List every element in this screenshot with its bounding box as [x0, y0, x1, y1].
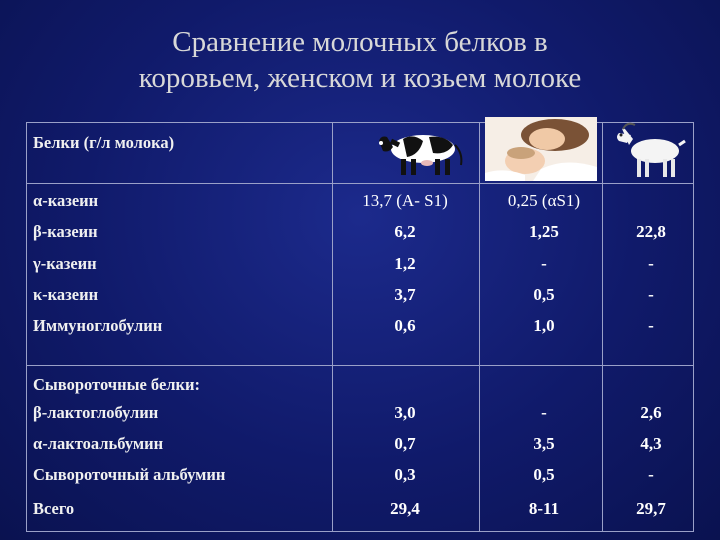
cow-beta-casein: 6,2: [394, 222, 416, 241]
goat-alpha-lactalbumin: 4,3: [640, 434, 662, 453]
row-label-kappa-casein: κ-казеин: [33, 285, 99, 304]
cow-total: 29,4: [390, 499, 420, 518]
cow-beta-lactoglobulin: 3,0: [394, 403, 416, 422]
goat-total: 29,7: [636, 499, 666, 518]
row-label-alpha-casein: α-казеин: [33, 191, 99, 210]
human-alpha-casein: 0,25 (αS1): [507, 191, 581, 210]
protein-table: [26, 122, 694, 532]
goat-immunoglobulin: -: [648, 316, 654, 335]
header-label: Белки (г/л молока): [33, 133, 175, 152]
mother-baby-photo: [485, 117, 597, 181]
human-total: 8-11: [528, 499, 560, 518]
column-divider: [332, 123, 333, 531]
row-label-serum-albumin: Сывороточный альбумин: [33, 465, 226, 484]
human-gamma-casein: -: [541, 254, 547, 273]
cow-icon: [367, 125, 475, 179]
header-divider: [27, 183, 693, 184]
row-label-gamma-casein: γ-казеин: [33, 254, 97, 273]
goat-serum-albumin: -: [648, 465, 654, 484]
column-divider: [602, 123, 603, 531]
goat-icon: [609, 121, 691, 181]
human-kappa-casein: 0,5: [533, 285, 555, 304]
section-divider: [27, 365, 693, 366]
human-alpha-lactalbumin: 3,5: [533, 434, 555, 453]
cow-immunoglobulin: 0,6: [394, 316, 416, 335]
goat-gamma-casein: -: [648, 254, 654, 273]
cow-alpha-casein: 13,7 (A- S1): [362, 191, 448, 210]
row-label-immunoglobulin: Иммуноглобулин: [33, 316, 163, 335]
cow-alpha-lactalbumin: 0,7: [394, 434, 416, 453]
goat-kappa-casein: -: [648, 285, 654, 304]
row-label-alpha-lactalbumin: α-лактоальбумин: [33, 434, 164, 453]
human-beta-lactoglobulin: -: [541, 403, 547, 422]
human-serum-albumin: 0,5: [533, 465, 555, 484]
title-line-2: коровьем, женском и козьем молоке: [138, 62, 582, 94]
column-divider: [479, 123, 480, 531]
goat-beta-casein: 22,8: [636, 222, 666, 241]
row-label-beta-casein: β-казеин: [33, 222, 98, 241]
cow-serum-albumin: 0,3: [394, 465, 416, 484]
human-beta-casein: 1,25: [529, 222, 559, 241]
goat-beta-lactoglobulin: 2,6: [640, 403, 662, 422]
cow-kappa-casein: 3,7: [394, 285, 416, 304]
title-line-1: Сравнение молочных белков в: [172, 26, 548, 58]
cow-gamma-casein: 1,2: [394, 254, 416, 273]
slide-title: [0, 24, 720, 96]
whey-heading: Сывороточные белки:: [33, 375, 201, 394]
row-label-beta-lactoglobulin: β-лактоглобулин: [33, 403, 159, 422]
row-label-total: Всего: [33, 499, 75, 518]
human-immunoglobulin: 1,0: [533, 316, 555, 335]
